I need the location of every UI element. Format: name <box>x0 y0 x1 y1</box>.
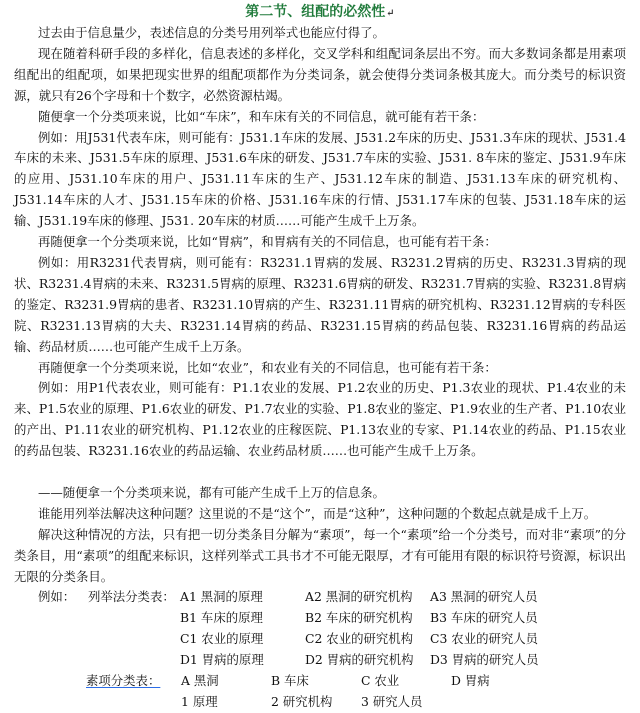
list-cell: A1 黑洞的原理 <box>180 589 263 605</box>
element-cell: 1 原理 <box>181 693 218 709</box>
section-title-text: 第二节、组配的必然性 <box>245 4 386 20</box>
list-cell: B2 车床的研究机构 <box>305 610 413 626</box>
indent-spacer <box>14 629 180 650</box>
indent-spacer <box>14 608 180 629</box>
example-row <box>14 608 626 629</box>
paragraph-lathe-intro: 随便拿一个分类项来说，比如“车床”，和车床有关的不同信息，就可能有若干条： <box>38 108 485 124</box>
element-cell: A 黑洞 <box>181 673 219 689</box>
example-row <box>14 650 626 671</box>
element-cell: C 农业 <box>361 673 400 689</box>
list-cell: B3 车床的研究人员 <box>430 610 538 626</box>
paragraph-lathe-example: 例如：用J531代表车床，则可能有：J531.1车床的发展、J531.2车床的历史、J531.3车床的现状、J531.4车床的未来、J531.5车床的原理、J531.6车床的研发、J531.7车床的实验、J531. 8车床的鉴定、J531.9车床的应用、J531.10车床的用户、J531.11车床的生产、J531.12车床的制造、J531.13车床的研究机构、J531.14车床的人才、J531.15车床的价格、J531.16车床的行情、J531.17车床的包装、J531.18车床的运输、J531.19车床的修理、J531. 20车床的材质……可能产生成千上万条。 <box>14 129 626 229</box>
paragraph-solution: 解决这种情况的方法，只有把一切分类条目分解为“素项”，每一个“素项”给一个分类号，而对非“素项”的分类条目，用“素项”的组配来标识，这样列举式工具书才不可能无限厚，才有可能用有限的标识符号资源，标识出无限的分类条目。 <box>14 526 626 584</box>
paragraph-question: 谁能用列举法解决这种问题？这里说的不是“这个”，而是“这种”，这种问题的个数起点就是成千上万。 <box>38 505 597 521</box>
example-row <box>14 587 626 608</box>
paragraph-agri-intro: 再随便拿一个分类项来说，比如“农业”，和农业有关的不同信息，也可能有若干条： <box>38 359 497 375</box>
list-table-label: 列举法分类表： <box>88 589 175 605</box>
paragraph-stomach-intro: 再随便拿一个分类项来说，比如“胃病”，和胃病有关的不同信息，也可能有若干条： <box>38 234 497 250</box>
section-title <box>14 2 626 23</box>
blank-line <box>14 462 626 483</box>
example-table <box>14 587 626 712</box>
indent-spacer <box>14 650 180 671</box>
list-cell: D3 胃病的研究人员 <box>430 652 539 668</box>
paragraph-agri-example: 例如：用P1代表农业，则可能有：P1.1农业的发展、P1.2农业的历史、P1.3农业的现状、P1.4农业的未来、P1.5农业的原理、P1.6农业的研发、P1.7农业的实验、P1.8农业的鉴定、P1.9农业的生产者、P1.10农业的产出、P1.11农业的研究机构、P1.12农业的庄稼医院、P1.13农业的专家、P1.14农业的药品、P1.15农业的药品包装、R3231.16农业的药品运输、农业药品材质……也可能产生成千上万条。 <box>14 380 626 459</box>
list-cell: C1 农业的原理 <box>180 631 264 647</box>
list-cell: A3 黑洞的研究人员 <box>430 589 538 605</box>
element-row <box>14 671 626 692</box>
example-label: 例如： <box>38 589 76 605</box>
element-cell: D 胃病 <box>451 673 490 689</box>
element-cell: 2 研究机构 <box>271 693 333 709</box>
list-cell: D1 胃病的原理 <box>180 652 264 668</box>
paragraph-diversity: 现在随着科研手段的多样化，信息表述的多样化，交叉学科和组配词条层出不穷。而大多数词条都是用素项组配出的组配项，如果把现实世界的组配项都作为分类词条，就会使得分类词条极其庞大。而分类号的标识资源，就只有26个字母和十个数字，必然资源枯竭。 <box>14 45 626 103</box>
paragraph-summary: ——随便拿一个分类项来说，都有可能产生成千上万的信息条。 <box>38 484 385 500</box>
list-cell: A2 黑洞的研究机构 <box>305 589 413 605</box>
paragraph-stomach-example: 例如：用R3231代表胃病，则可能有：R3231.1胃病的发展、R3231.2胃病的历史、R3231.3胃病的现状、R3231.4胃病的未来、R3231.5胃病的原理、R3231.6胃病的研发、R3231.7胃病的实验、R3231.8胃病的鉴定、R3231.9胃病的患者、R3231.10胃病的产生、R3231.11胃病的研究机构、R3231.12胃病的专科医院、R3231.13胃病的大夫、R3231.14胃病的药品、R3231.15胃病的药品包装、R3231.16胃病的药品运输、药品材质……也可能产生成千上万条。 <box>14 254 626 354</box>
list-cell: C2 农业的研究机构 <box>305 631 414 647</box>
document <box>14 2 626 713</box>
example-row <box>14 629 626 650</box>
list-cell: C3 农业的研究人员 <box>430 631 539 647</box>
element-table-label: 素项分类表： <box>86 673 161 689</box>
element-cell: B 车床 <box>271 673 309 689</box>
element-cell: 3 研究人员 <box>361 693 423 709</box>
paragraph-intro: 过去由于信息量少，表述信息的分类号用列举式也能应付得了。 <box>38 25 385 40</box>
list-cell: D2 胃病的研究机构 <box>305 652 414 668</box>
list-cell: B1 车床的原理 <box>180 610 263 626</box>
paragraph-mark: ↵ <box>386 8 395 19</box>
